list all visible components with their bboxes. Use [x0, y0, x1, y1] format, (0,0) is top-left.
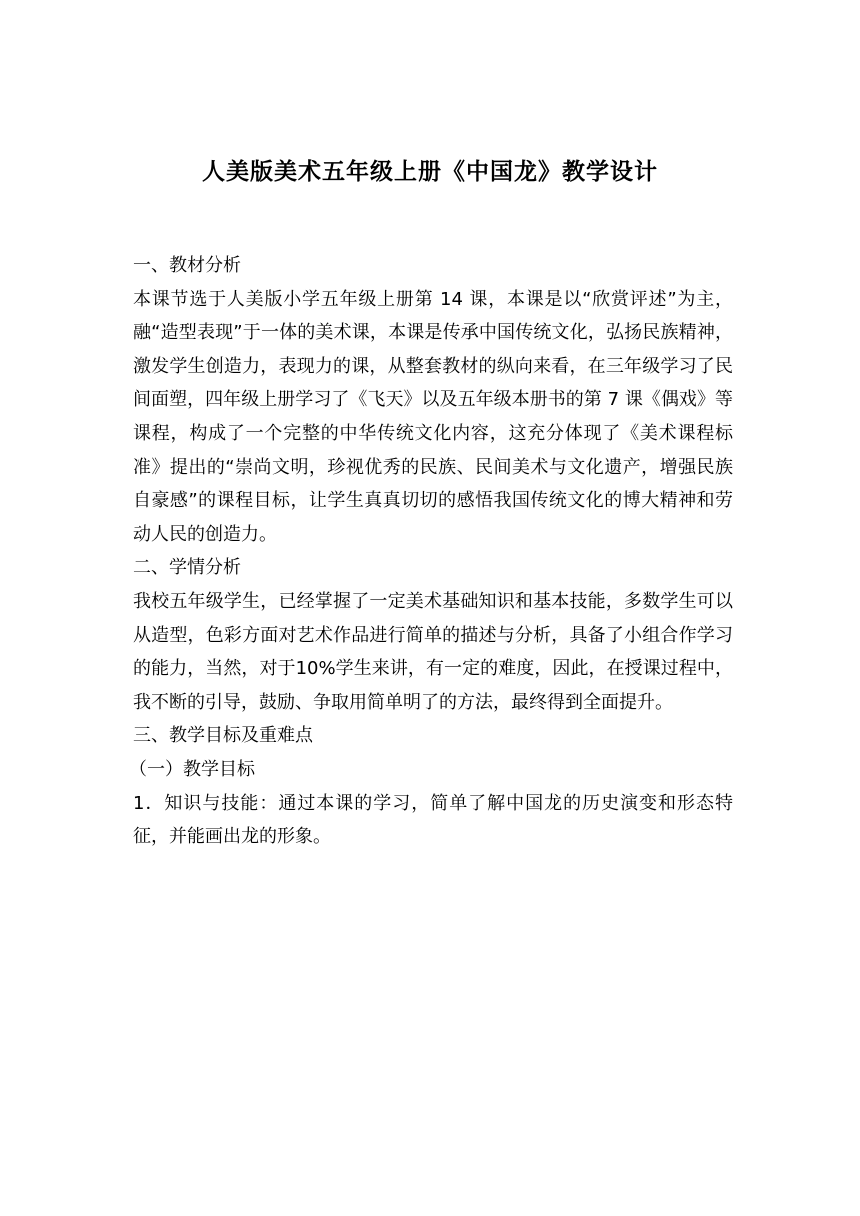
section-heading-textbook-analysis: 一、教材分析 — [133, 255, 241, 276]
section-heading-student-analysis: 二、学情分析 — [133, 557, 241, 579]
document-body — [129, 249, 733, 854]
subheading-teaching-objectives: （一）教学目标 — [129, 758, 255, 780]
document-title: 人美版美术五年级上册《中国龙》教学设计 — [202, 159, 658, 185]
paragraph-knowledge-skills: 1．知识与技能：通过本课的学习，简单了解中国龙的历史演变和形态特征，并能画出龙的形象。 — [133, 792, 733, 848]
section-heading-objectives: 三、教学目标及重难点 — [133, 725, 313, 747]
paragraph-student-analysis: 我校五年级学生，已经掌握了一定美术基础知识和基本技能，多数学生可以从造型，色彩方面对艺术作品进行简单的描述与分析，具备了小组合作学习的能力，当然，对于10%学生来讲，有一定的难度，因此，在授课过程中，我不断的引导，鼓励、争取用简单明了的方法，最终得到全面提升。 — [133, 590, 733, 713]
paragraph-textbook-analysis: 本课节选于人美版小学五年级上册第 14 课，本课是以“欣赏评述”为主，融“造型表现”于一体的美术课，本课是传承中国传统文化，弘扬民族精神，激发学生创造力，表现力的课，从整套教材的纵向来看，在三年级学习了民间面塑，四年级上册学习了《飞天》以及五年级本册书的第 7 课《偶戏》等课程，构成了一个完整的中华传统文化内容，这充分体现了《美术课程标准》提出的“崇尚文明，珍视优秀的民族、民间美术与文化遗产，增强民族自豪感”的课程目标，让学生真真切切的感悟我国传统文化的博大精神和劳动人民的创造力。 — [133, 288, 733, 545]
